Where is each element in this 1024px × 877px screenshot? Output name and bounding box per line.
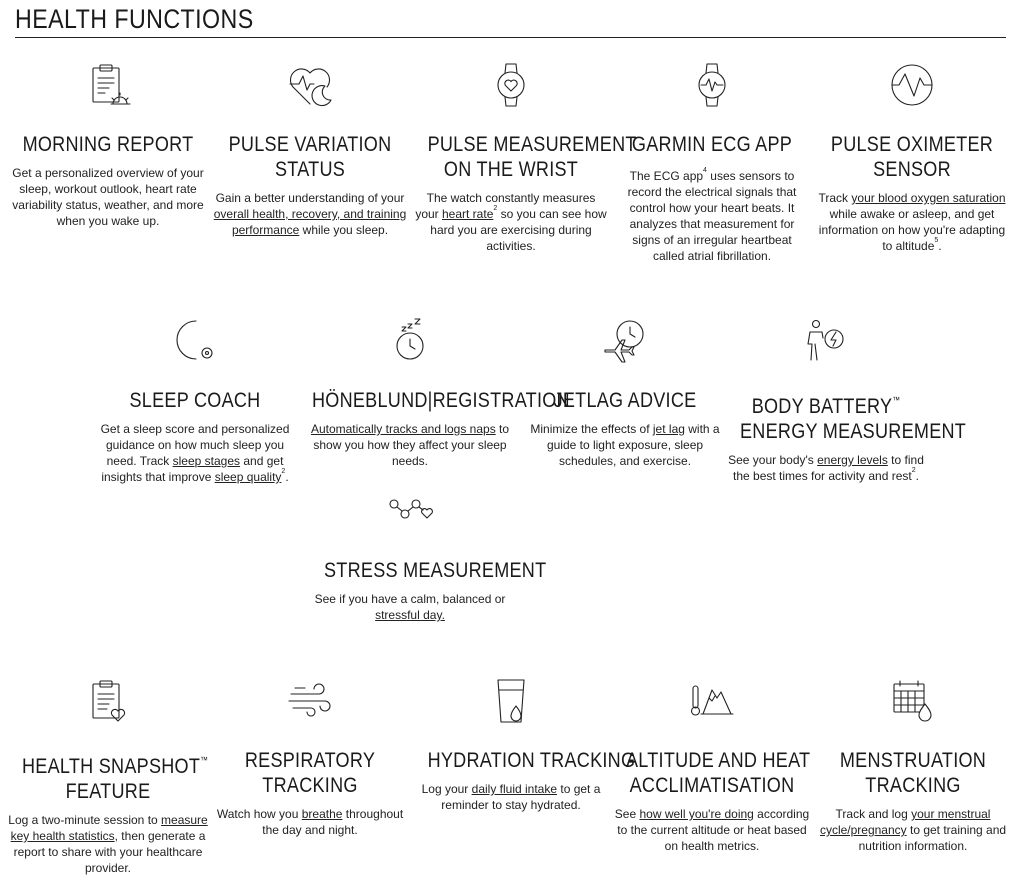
feature-description: See if you have a calm, balanced or stressful day.: [314, 592, 506, 622]
feature-hydration-tracking: [414, 676, 636, 813]
feature-title: JETLAG ADVICE: [553, 389, 697, 412]
page-title: HEALTH FUNCTIONS: [15, 4, 254, 34]
feature-description: Log a two-minute session to measure key health statistics, then generate a report to share with your healthcare provider.: [8, 813, 208, 875]
feature-description: Gain a better understanding of your overall health, recovery, and training performance while you sleep.: [213, 191, 407, 237]
person-bolt-icon: [801, 316, 851, 366]
naps-link[interactable]: Automatically tracks and logs naps: [310, 422, 496, 436]
feature-title-line-1: MENSTRUATION: [839, 749, 987, 772]
feature-menstruation-tracking: [816, 676, 1010, 854]
feature-description: Minimize the effects of jet lag with a guide to light exposure, sleep schedules, and exercise.: [530, 422, 720, 468]
feature-jetlag-advice: [528, 316, 722, 469]
mountain-thermometer-icon: [687, 676, 737, 726]
feature-title: STRESS MEASUREMENT: [324, 559, 547, 582]
feature-description: Log your daily fluid intake to get a reminder to stay hydrated.: [421, 782, 601, 812]
heart-rate-link[interactable]: heart rate: [442, 207, 494, 221]
feature-description: See your body's energy levels to find the best times for activity and rest$^2$.: [728, 453, 924, 483]
feature-title-line-1: PULSE OXIMETER: [830, 133, 994, 156]
feature-morning-report: [8, 60, 208, 229]
jet-lag-link[interactable]: jet lag: [652, 422, 685, 436]
feature-title-line-1: RESPIRATORY: [244, 749, 376, 772]
feature-description: See how well you're doing according to the current altitude or heat based on health metrics.: [614, 807, 810, 853]
feature-sleep-coach: [98, 316, 292, 485]
feature-title-line-2: TRACKING: [865, 774, 961, 797]
feature-title-line-2: STATUS: [274, 158, 346, 181]
feature-title-line-2: TRACKING: [262, 774, 358, 797]
feature-title-line-1: PULSE VARIATION: [228, 133, 392, 156]
feature-description: The watch constantly measures your heart rate$^2$ so you can see how hard you are exercising during activities.: [415, 191, 607, 253]
feature-description: Automatically tracks and logs naps to show you how they affect your sleep needs.: [310, 422, 510, 468]
stressful-day-link[interactable]: stressful day.: [375, 608, 445, 622]
health-recovery-link[interactable]: overall health, recovery, and training performance: [213, 207, 407, 237]
feature-description: Track your blood oxygen saturation while awake or asleep, and get information on how you're adapting to altitude$^5$.: [818, 191, 1006, 253]
feature-pulse-variation: [212, 60, 408, 238]
feature-ecg-app: [618, 60, 806, 264]
clipboard-heart-icon: [83, 676, 133, 726]
feature-body-battery: [726, 316, 967, 484]
clock-zzz-icon: [385, 316, 435, 366]
feature-respiratory-tracking: [212, 676, 408, 838]
feature-pulse-oximeter: [816, 60, 1008, 254]
stress-molecule-icon: [385, 496, 435, 524]
feature-title: HYDRATION TRACKING: [427, 749, 636, 772]
feature-description: Track and log your menstrual cycle/pregnancy to get training and nutrition information.: [819, 807, 1007, 853]
feature-nap-registration: [296, 316, 570, 469]
feature-description: Get a sleep score and personalized guidance on how much sleep you need. Track sleep stages and get insights that improve sleep quality$^2$.: [100, 422, 290, 484]
how-well-link[interactable]: how well you're doing: [639, 807, 754, 821]
feature-stress-measurement: [310, 496, 547, 623]
feature-title-line-1: HEALTH SNAPSHOT™: [22, 755, 209, 778]
feature-title-line-2: SENSOR: [873, 158, 951, 181]
heart-moon-icon: [285, 60, 335, 110]
feature-description: Watch how you breathe throughout the day and night.: [216, 807, 404, 837]
breathe-link[interactable]: breathe: [301, 807, 343, 821]
pulse-circle-icon: [887, 60, 937, 110]
title-divider: [15, 37, 1006, 38]
feature-title: SLEEP COACH: [129, 389, 261, 412]
feature-title-line-1: PULSE MEASUREMENT: [427, 133, 637, 156]
sleep-stages-link[interactable]: sleep stages: [172, 454, 241, 468]
menstrual-cycle-link[interactable]: your menstrual cycle/pregnancy: [819, 807, 991, 837]
sleep-quality-link[interactable]: sleep quality: [214, 470, 282, 484]
feature-title: MORNING REPORT: [22, 133, 194, 156]
feature-title-line-1: ALTITUDE AND HEAT: [626, 749, 811, 772]
wind-icon: [285, 676, 335, 726]
feature-title-line-2: FEATURE: [65, 780, 151, 803]
feature-title: HÖNEBLUND|REGISTRATION: [311, 389, 570, 412]
feature-pulse-wrist: [414, 60, 637, 254]
fluid-intake-link[interactable]: daily fluid intake: [471, 782, 558, 796]
feature-description: Get a personalized overview of your sleep, workout outlook, heart rate variability status, weather, and more when you wake up.: [12, 166, 204, 228]
glass-drop-icon: [486, 676, 536, 726]
energy-levels-link[interactable]: energy levels: [817, 453, 888, 467]
feature-title-line-2: ACCLIMATISATION: [629, 774, 795, 797]
plane-clock-icon: [600, 316, 650, 366]
watch-heart-icon: [486, 60, 536, 110]
feature-title-line-2: ENERGY MEASUREMENT: [740, 420, 967, 443]
feature-title-line-2: ON THE WRIST: [443, 158, 579, 181]
blood-oxygen-link[interactable]: your blood oxygen saturation: [851, 191, 1006, 205]
feature-title: GARMIN ECG APP: [631, 133, 793, 156]
feature-description: The ECG app$^4$ uses sensors to record the electrical signals that control how your heart beats. It analyzes that measurement for signs of an irregular heartbeat called atrial fibrillation.: [627, 167, 797, 263]
calendar-drop-icon: [888, 676, 938, 726]
moon-stopwatch-icon: [170, 316, 220, 366]
feature-altitude-heat: [612, 676, 812, 854]
feature-health-snapshot: [8, 676, 208, 876]
clipboard-sun-icon: [83, 60, 133, 110]
watch-ecg-icon: [687, 60, 737, 110]
health-statistics-link[interactable]: measure key health statistics: [10, 813, 208, 843]
feature-title-line-1: BODY BATTERY™: [751, 395, 901, 418]
